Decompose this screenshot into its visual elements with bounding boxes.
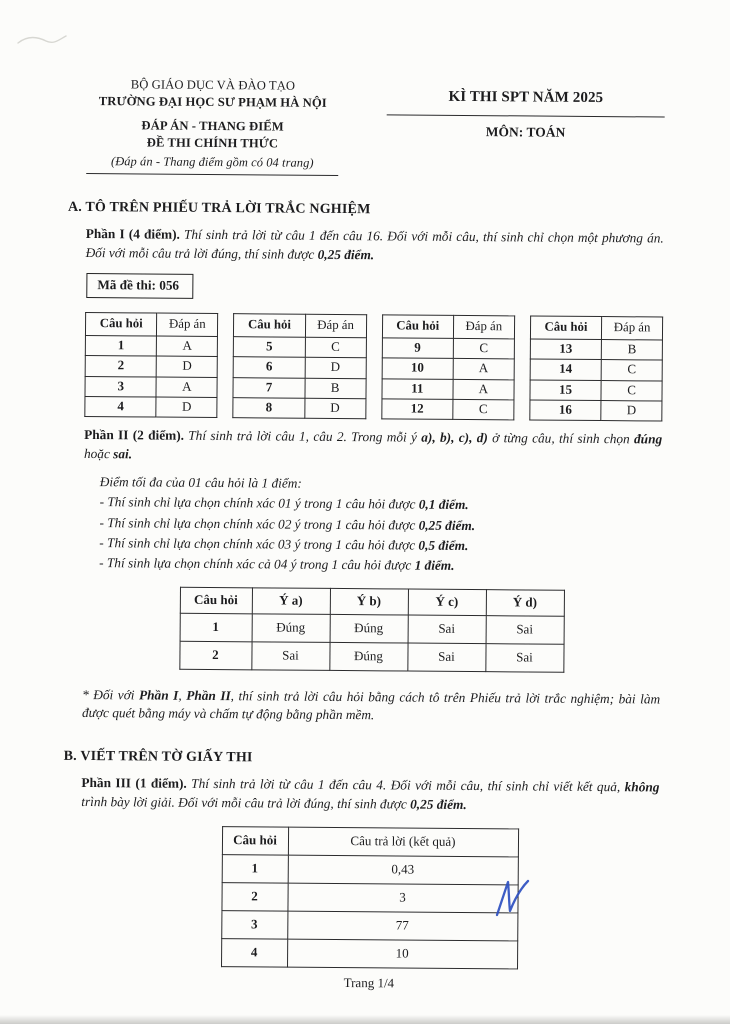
table-cell: Đúng [329, 642, 407, 671]
pencil-scribble-mark [16, 30, 70, 50]
table-cell: Sai [485, 643, 563, 672]
table-cell: 4 [85, 396, 157, 417]
table-cell: 1 [180, 613, 252, 642]
table-row [180, 613, 564, 644]
answer-table-3 [381, 314, 515, 420]
table-cell: 2 [179, 641, 251, 670]
doc-type-line2: ĐỀ THI CHÍNH THỨC [146, 135, 279, 151]
text-segment: 0,25 điểm. [410, 796, 467, 813]
answer-table-4 [529, 316, 663, 422]
table-cell: Đúng [252, 613, 330, 642]
text-segment: 0,25 điểm. [317, 247, 375, 263]
table-cell: 14 [530, 359, 602, 380]
table-cell: 2 [221, 883, 287, 912]
scoring-rule-4 [99, 553, 661, 578]
table-cell: 11 [381, 378, 453, 399]
table-cell: 13 [530, 339, 602, 360]
page-number: Trang 1/4 [343, 975, 395, 991]
table-cell: D [157, 356, 218, 377]
table-cell: 1 [222, 855, 288, 884]
text-segment: Phần II [186, 687, 231, 703]
table-row [85, 376, 217, 397]
column-header: Câu trả lời (kết quả) [288, 827, 518, 857]
table-cell: B [601, 340, 662, 361]
table-header-row [85, 313, 217, 337]
text-segment: trình bày lời giải. Đối với mỗi câu trả lời đúng, thí sinh được [81, 794, 411, 812]
table-row [221, 911, 517, 941]
text-segment: Thí sinh trả lời từ câu 1 đến câu 16. Đối với mỗi câu, thí sinh chỉ chọn một phương án. Đối với mỗi câu trả lời đúng, thí sinh được [85, 227, 664, 263]
header-left-block [86, 76, 339, 176]
table-row [85, 396, 217, 417]
table-row [381, 399, 513, 420]
table-row [382, 358, 514, 379]
table-cell: A [453, 379, 514, 400]
table-row [85, 336, 217, 357]
table-cell: Sai [408, 615, 486, 644]
part1-intro [86, 225, 664, 267]
table-header-row [382, 315, 514, 339]
exam-title: KÌ THI SPT NĂM 2025 [448, 88, 604, 107]
table-cell: C [601, 380, 662, 401]
table-row [221, 883, 517, 913]
header-right-block [386, 78, 664, 143]
table-row [221, 939, 517, 969]
table-row [179, 641, 563, 672]
table-cell: C [305, 337, 366, 358]
table-row [382, 338, 514, 359]
table-header-row [222, 827, 518, 857]
column-header: Câu hỏi [234, 314, 306, 338]
part3-intro [81, 774, 659, 816]
table-row [530, 359, 662, 380]
text-segment: Phần II (2 điểm). [84, 427, 185, 443]
header-left-divider [86, 173, 338, 176]
table-cell: 2 [85, 356, 157, 377]
table-row [234, 337, 366, 358]
answer-table-2 [233, 313, 367, 419]
table-cell: 5 [234, 337, 306, 358]
column-header: Ý b) [330, 588, 408, 615]
table-row [233, 377, 365, 398]
table-cell: A [156, 377, 217, 398]
table-cell: Đúng [330, 614, 408, 643]
table-cell: 4 [221, 939, 287, 968]
table-cell: 10 [287, 939, 517, 969]
exam-code-box: Mã đề thi: 056 [86, 273, 193, 299]
table-row [233, 398, 365, 419]
grading-footnote [82, 686, 660, 728]
section-b-title: B. VIẾT TRÊN TỜ GIẤY THI [63, 749, 253, 766]
table-cell: 10 [382, 358, 454, 379]
text-segment: Phần I (4 điểm). [85, 226, 180, 243]
table-cell: D [305, 358, 366, 379]
text-segment: Điểm tối đa của 01 câu hỏi là 1 điểm: [99, 473, 302, 491]
column-header: Câu hỏi [222, 827, 288, 856]
doc-type-line1: ĐÁP ÁN - THANG ĐIỂM [141, 118, 284, 134]
column-header: Đáp án [453, 315, 514, 338]
document-content [63, 76, 665, 994]
text-segment: , thí sinh trả lời câu hỏi bằng cách tô trên Phiếu trả lời trắc nghiệm; bài làm được quét bằng máy và chấm tự động bằng phần mềm. [81, 687, 661, 723]
text-segment: - Thí sinh chỉ lựa chọn chính xác 02 ý trong 1 câu hỏi được [99, 514, 419, 533]
column-header: Câu hỏi [85, 313, 157, 337]
table-header-row [180, 587, 564, 616]
part2-intro [84, 426, 662, 468]
text-segment: - Thí sinh chỉ lựa chọn chính xác 03 ý trong 1 câu hỏi được [99, 535, 419, 553]
text-segment: đúng [634, 431, 663, 447]
table-cell: 7 [233, 377, 305, 398]
table-cell: A [453, 359, 514, 380]
table-cell: 6 [233, 357, 305, 378]
table-row [530, 380, 662, 401]
column-header: Câu hỏi [530, 316, 602, 340]
table-cell: 12 [381, 399, 453, 420]
column-header: Ý c) [408, 589, 486, 616]
table-cell: D [156, 397, 217, 418]
table-cell: C [453, 399, 514, 420]
table-cell: B [305, 378, 366, 399]
part2-true-false-table [179, 586, 565, 672]
table-cell: Sai [251, 641, 329, 670]
table-cell: 77 [287, 911, 517, 941]
text-segment: a), b), c), d) [421, 429, 488, 446]
text-segment: - Thí sinh lựa chọn chính xác cả 04 ý trong 1 câu hỏi được [99, 555, 415, 573]
table-cell: D [304, 398, 365, 419]
table-cell: Sai [407, 643, 485, 672]
text-segment: * Đối với [82, 686, 140, 703]
table-cell: C [601, 360, 662, 381]
column-header: Ý a) [252, 587, 330, 614]
table-cell: 1 [85, 336, 157, 357]
part2-scoring-rules [99, 472, 662, 578]
text-segment: , [178, 687, 187, 703]
table-row [530, 339, 662, 360]
text-segment: Thí sinh trả lời từ câu 1 đến câu 4. Đối với mỗi câu, thí sinh chỉ viết kết quả, [186, 776, 625, 795]
header-right-divider [387, 115, 665, 118]
text-segment: Phần III (1 điểm). [81, 775, 187, 792]
text-segment: - Thí sinh chỉ lựa chọn chính xác 01 ý trong 1 câu hỏi được [99, 494, 419, 512]
table-cell: Sai [486, 615, 564, 644]
column-header: Ý d) [486, 589, 564, 616]
table-cell: 15 [530, 380, 602, 401]
university-name: TRƯỜNG ĐẠI HỌC SƯ PHẠM HÀ NỘI [98, 94, 327, 111]
table-row [530, 400, 662, 421]
column-header: Đáp án [305, 314, 366, 337]
column-header: Đáp án [157, 313, 218, 336]
text-segment: Thí sinh trả lời câu 1, câu 2. Trong mỗi ý [183, 427, 422, 445]
column-header: Đáp án [602, 317, 663, 340]
table-header-row [234, 314, 366, 338]
subject-title: MÔN: TOÁN [485, 124, 566, 141]
column-header: Câu hỏi [180, 587, 252, 614]
text-segment: Phần I [139, 687, 179, 703]
text-segment: 0,1 điểm. [418, 496, 469, 513]
text-segment: không [624, 779, 660, 795]
table-cell: 0,43 [288, 855, 518, 885]
table-row [233, 357, 365, 378]
table-row [85, 356, 217, 377]
pages-note: (Đáp án - Thang điểm gồm có 04 trang) [110, 153, 314, 170]
column-header: Câu hỏi [382, 315, 454, 339]
text-segment: 0,5 điểm. [418, 537, 469, 553]
text-segment: ở từng câu, thí sinh chọn [487, 430, 635, 447]
table-row [381, 378, 513, 399]
table-cell: 3 [287, 883, 517, 913]
ministry-name: BỘ GIÁO DỤC VÀ ĐÀO TẠO [130, 77, 296, 93]
text-segment: 1 điểm. [414, 557, 455, 574]
text-segment: sai. [113, 446, 133, 462]
table-cell: 3 [221, 911, 287, 940]
answer-table-1 [84, 312, 218, 418]
table-cell: C [453, 338, 514, 359]
table-cell: 9 [382, 338, 454, 359]
table-cell: 8 [233, 398, 305, 419]
table-cell: D [601, 400, 662, 421]
text-segment: hoặc [83, 445, 114, 462]
part3-results-table [221, 826, 519, 969]
document-header [86, 76, 665, 179]
part1-answer-tables [84, 312, 663, 422]
section-a-title: A. TÔ TRÊN PHIẾU TRẢ LỜI TRẮC NGHIỆM [67, 200, 371, 218]
text-segment: 0,25 điểm. [418, 517, 476, 533]
table-cell: 3 [85, 376, 157, 397]
table-row [222, 855, 518, 885]
table-header-row [530, 316, 662, 340]
table-cell: 16 [530, 400, 602, 421]
table-cell: A [157, 336, 218, 357]
